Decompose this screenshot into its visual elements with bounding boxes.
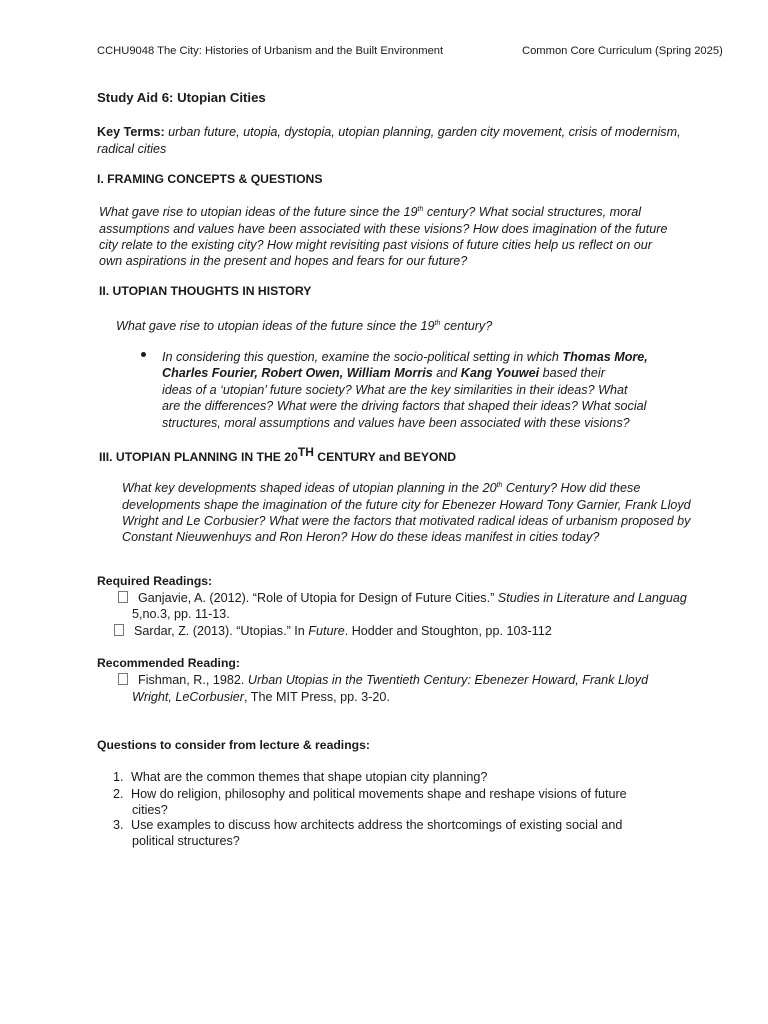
required-reading-1: [118, 590, 687, 606]
course-header: CCHU9048 The City: Histories of Urbanism and the Built Environment: [97, 45, 444, 57]
s2-b2-and: and: [432, 366, 461, 381]
section-2-bullet: [162, 349, 722, 431]
curriculum-header: Common Core Curriculum (Spring 2025): [522, 45, 723, 57]
section-3-text: [122, 478, 722, 546]
rr2-book: Future: [308, 624, 345, 638]
question-1: [113, 769, 487, 785]
rec2-post: , The MIT Press, pp. 3-20.: [244, 690, 390, 704]
rr1-journal: Studies in Literature and Languag: [497, 591, 687, 605]
question-2-cont: cities?: [132, 803, 168, 817]
s1-line3: city relate to the existing city? How might revisiting past visions of future cities help us reflect on our: [99, 238, 652, 252]
rr2-post: . Hodder and Stoughton, pp. 103-112: [344, 624, 552, 638]
key-terms-label: Key Terms:: [97, 125, 165, 139]
rec2-title: Wright, LeCorbusier: [132, 690, 244, 704]
recommended-reading-1: [118, 672, 648, 688]
q3-text: Use examples to discuss how architects address the shortcomings of existing social and: [131, 818, 623, 832]
s3-line1a: What key developments shaped ideas of utopian planning in the 20: [122, 481, 497, 496]
s2-b2-post: based their: [539, 366, 605, 381]
s1-line1b: century? What social structures, moral: [423, 205, 642, 220]
section-3-heading: [99, 445, 457, 464]
s2-b3: ideas of a ‘utopian’ future society? What are the key similarities in their ideas? What: [162, 382, 628, 397]
bullet-dot: [141, 352, 146, 357]
recommended-reading-1-cont: [132, 689, 390, 705]
s1-sup: th: [417, 206, 424, 213]
questions-heading: Questions to consider from lecture & readings:: [97, 738, 370, 752]
q1-text: What are the common themes that shape utopian city planning?: [131, 770, 488, 784]
required-reading-1-cont: 5,no.3, pp. 11-13.: [132, 607, 230, 621]
q1-number: 1.: [113, 770, 124, 784]
key-terms-list-cont: radical cities: [97, 141, 167, 156]
question-2: [113, 786, 627, 802]
reading-checkbox-icon: [114, 624, 124, 636]
rec1-title: Urban Utopias in the Twentieth Century: Ebenezer Howard, Frank Lloyd: [247, 673, 649, 687]
s2-b2-kang: Kang Youwei: [460, 366, 540, 381]
s1-line4: own aspirations in the present and hopes and fears for our future?: [99, 254, 468, 269]
s3-line2: developments shape the imagination of the future city for Ebenezer Howard Tony Garnier, Frank Lloyd: [122, 497, 691, 512]
section-2-question: [116, 316, 492, 335]
s2-b2-names: Charles Fourier, Robert Owen, William Morris: [162, 366, 433, 381]
s2-b1-pre: In considering this question, examine the socio-political setting in which: [162, 350, 563, 364]
question-3-cont: political structures?: [132, 834, 240, 848]
s2-b5: structures, moral assumptions and values have been associated with these visions?: [162, 415, 630, 430]
rec1-pre: Fishman, R., 1982.: [138, 673, 248, 687]
s2-q-b: century?: [440, 319, 493, 334]
required-reading-2: [114, 623, 552, 639]
q2-number: 2.: [113, 787, 124, 801]
section-2-heading: II. UTOPIAN THOUGHTS IN HISTORY: [99, 284, 312, 298]
s2-q-sup: th: [434, 320, 441, 327]
q3-number: 3.: [113, 818, 124, 832]
page-title: Study Aid 6: Utopian Cities: [97, 90, 266, 105]
question-3: [113, 817, 622, 833]
reading-checkbox-icon: [118, 673, 128, 685]
key-terms-list: urban future, utopia, dystopia, utopian planning, garden city movement, crisis of modernism,: [168, 125, 681, 139]
s2-b1-more: Thomas More,: [562, 350, 648, 364]
section-1-heading: I. FRAMING CONCEPTS & QUESTIONS: [97, 172, 323, 186]
rr1-pre: Ganjavie, A. (2012). “Role of Utopia for Design of Future Cities.”: [138, 591, 498, 605]
key-terms: [97, 124, 707, 157]
q2-text: How do religion, philosophy and political movements shape and reshape visions of future: [131, 787, 627, 801]
s3-h-b: CENTURY and BEYOND: [313, 450, 457, 464]
s2-q-a: What gave rise to utopian ideas of the future since the 19: [116, 319, 435, 334]
reading-checkbox-icon: [118, 591, 128, 603]
required-readings-heading: Required Readings:: [97, 574, 213, 588]
section-1-text: [99, 202, 719, 270]
s1-line1a: What gave rise to utopian ideas of the future since the 19: [99, 205, 418, 220]
s3-h-sup: TH: [297, 445, 314, 459]
s3-h-a: III. UTOPIAN PLANNING IN THE 20: [99, 450, 298, 464]
s3-line1b: Century? How did these: [502, 481, 641, 496]
s3-sup: th: [496, 482, 503, 489]
s1-line2: assumptions and values have been associated with these visions? How does imagination of the future: [99, 221, 668, 236]
s3-line4: Constant Nieuwenhuys and Ron Heron? How do these ideas manifest in cities today?: [122, 530, 600, 545]
s3-line3: Wright and Le Corbusier? What were the factors that motivated radical ideas of urbanism proposed by: [122, 514, 691, 528]
rr2-pre: Sardar, Z. (2013). “Utopias.” In: [134, 624, 309, 638]
recommended-reading-heading: Recommended Reading:: [97, 656, 240, 670]
s2-b4: are the differences? What were the driving factors that shaped their ideas? What social: [162, 399, 647, 414]
